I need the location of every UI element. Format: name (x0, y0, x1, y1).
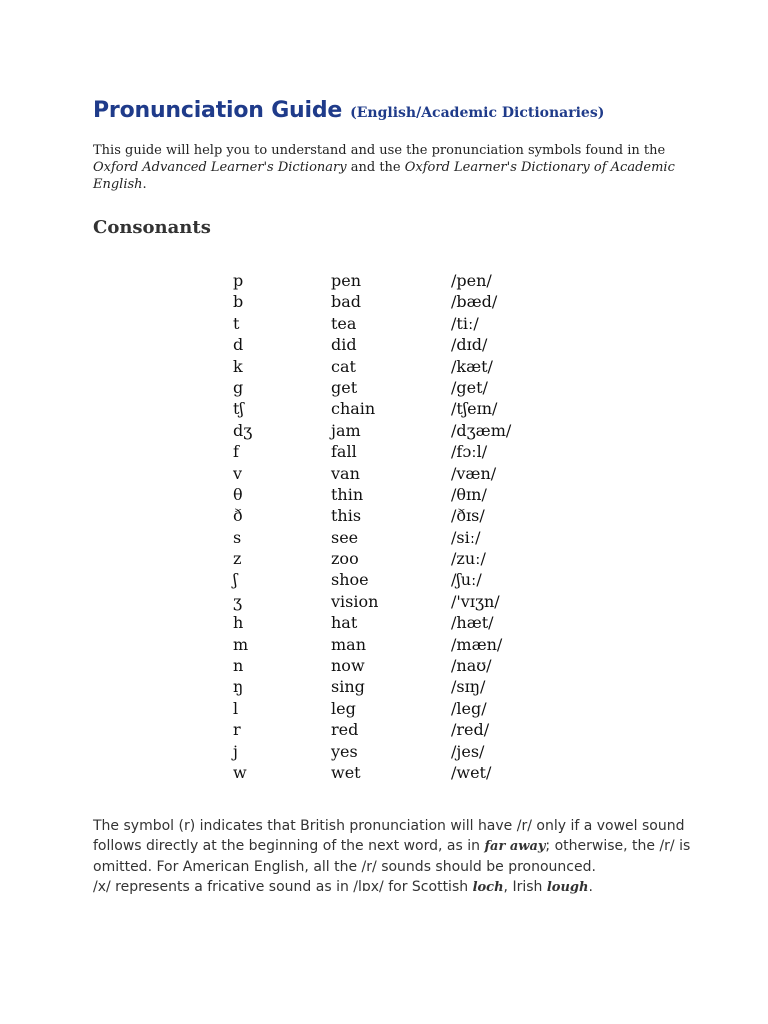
ipa-transcription: /hæt/ (451, 613, 494, 633)
ipa-transcription: /naʊ/ (451, 656, 492, 676)
ipa-symbol: dʒ (233, 420, 253, 440)
title-main: Pronunciation Guide (93, 98, 343, 123)
ipa-transcription: /mæn/ (451, 634, 503, 654)
footnote-text: /x/ represents a fricative sound as in /lɒx/ for Scottish (93, 879, 473, 895)
example-word: cat (331, 356, 356, 376)
example-word: red (331, 720, 359, 740)
example-word: jam (331, 420, 361, 440)
footnote (93, 816, 693, 898)
example-word: get (331, 377, 358, 397)
example-word: pen (331, 271, 362, 290)
footnote-text: . (588, 879, 593, 895)
ipa-symbol: ð (233, 506, 243, 526)
ipa-transcription: /leg/ (451, 698, 487, 718)
ipa-transcription: /dɪd/ (451, 335, 488, 355)
example-word: van (331, 463, 360, 483)
intro-paragraph (93, 142, 683, 193)
ipa-transcription: /'vɪʒn/ (451, 591, 500, 611)
ipa-symbol: j (233, 741, 238, 761)
footnote-text: The symbol (r) indicates that British pronunciation will have /r/ only if a vowel sound follows directly at the beginning of the next word, as in (93, 818, 685, 854)
intro-text: This guide will help you to understand and use the pronunciation symbols found in the (93, 143, 666, 158)
example-word: see (331, 527, 359, 547)
example-word: vision (331, 591, 379, 611)
example-word: loch (472, 880, 504, 895)
example-word: lough (546, 880, 589, 895)
example-word: bad (331, 292, 362, 312)
example-word: yes (331, 741, 358, 761)
ipa-transcription: /tiː/ (451, 313, 479, 333)
section-heading-consonants: Consonants (93, 217, 211, 238)
ipa-transcription: /zuː/ (451, 549, 486, 569)
ipa-transcription: /wet/ (451, 762, 492, 782)
ipa-symbol: r (233, 720, 241, 740)
title-subtitle: (English/Academic Dictionaries) (350, 105, 605, 121)
intro-book-title-1: Oxford Advanced Learner's Dictionary (93, 160, 347, 175)
ipa-transcription: /fɔːl/ (451, 442, 488, 462)
example-word: zoo (331, 549, 359, 569)
ipa-transcription: /siː/ (451, 527, 481, 547)
ipa-transcription: /sɪŋ/ (451, 677, 486, 697)
intro-text: and the (346, 160, 405, 175)
ipa-symbol: v (233, 463, 243, 483)
example-word: now (331, 656, 365, 676)
ipa-symbol: θ (233, 484, 243, 504)
ipa-transcription: /ʃuː/ (451, 570, 482, 590)
footnote-r (93, 816, 693, 877)
example-word: thin (331, 484, 364, 504)
example-word: sing (331, 677, 365, 697)
intro-text: . (142, 177, 147, 192)
example-word: wet (331, 762, 361, 782)
footnote-text: ; otherwise, the /r/ is omitted. For American English, all the /r/ sounds should be pronounced. (93, 838, 691, 875)
ipa-transcription: /væn/ (451, 463, 497, 483)
ipa-transcription: /ðɪs/ (451, 506, 485, 526)
ipa-symbol: tʃ (233, 399, 244, 419)
ipa-symbol: p (233, 271, 244, 290)
example-phrase: far away (484, 839, 546, 854)
example-word: fall (331, 442, 357, 462)
ipa-symbol: w (233, 762, 247, 782)
ipa-symbol: h (233, 613, 244, 633)
footnote-text: , Irish (503, 879, 547, 895)
example-word: tea (331, 313, 357, 333)
example-word: did (331, 335, 357, 355)
ipa-symbol: g (233, 377, 244, 397)
intro-book-title-2: Oxford Learner's Dictionary of Academic English (93, 160, 675, 192)
example-word: hat (331, 613, 358, 633)
ipa-transcription: /dʒæm/ (451, 420, 512, 440)
ipa-symbol: k (233, 356, 243, 376)
ipa-symbol: l (233, 698, 239, 718)
ipa-transcription: /jes/ (451, 741, 485, 761)
ipa-symbol: n (233, 656, 244, 676)
example-word: leg (331, 698, 356, 718)
document-body (93, 88, 683, 782)
example-word: this (331, 506, 362, 526)
ipa-symbol: ʃ (233, 570, 238, 590)
ipa-symbol: b (233, 292, 244, 312)
footnote-x (93, 877, 693, 898)
ipa-transcription: /red/ (451, 720, 490, 740)
page-title (93, 88, 683, 125)
example-word: shoe (331, 570, 369, 590)
ipa-symbol: ʒ (233, 591, 243, 611)
ipa-symbol: ŋ (233, 677, 244, 697)
ipa-symbol: z (233, 549, 242, 569)
ipa-symbol: m (233, 634, 249, 654)
ipa-transcription: /θɪn/ (451, 484, 487, 504)
example-word: chain (331, 399, 376, 419)
ipa-transcription: /bæd/ (451, 292, 498, 312)
example-word: man (331, 634, 367, 654)
ipa-transcription: /get/ (451, 377, 488, 397)
ipa-symbol: d (233, 335, 244, 355)
ipa-symbol: t (233, 313, 240, 333)
ipa-transcription: /kæt/ (451, 356, 493, 376)
ipa-transcription: /pen/ (451, 271, 492, 290)
ipa-symbol: f (233, 442, 239, 462)
ipa-transcription: /tʃeɪn/ (451, 399, 498, 419)
ipa-symbol: s (233, 527, 242, 547)
